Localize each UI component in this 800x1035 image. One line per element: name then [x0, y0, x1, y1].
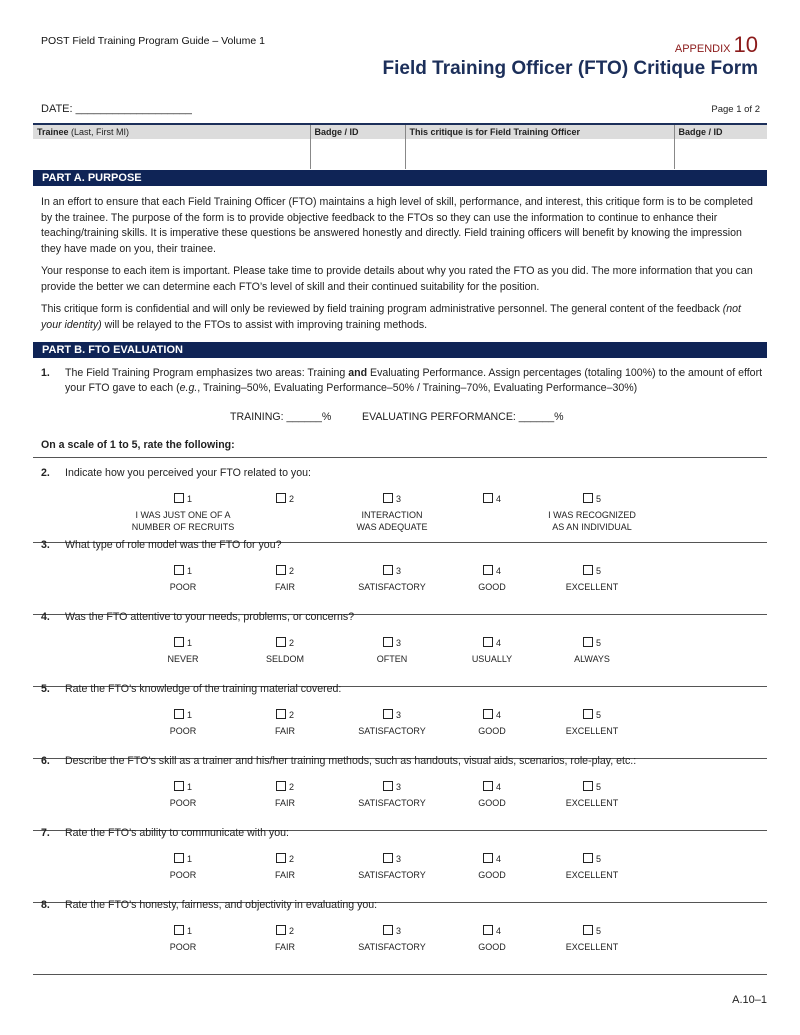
option-label: FAIR — [274, 582, 295, 592]
checkbox[interactable] — [276, 709, 286, 719]
option-number: 5 — [595, 926, 601, 936]
checkbox[interactable] — [383, 853, 393, 863]
option-number: 1 — [186, 926, 192, 936]
checkbox[interactable] — [483, 565, 493, 575]
question-text: Rate the FTO’s ability to communicate with you: — [65, 827, 289, 839]
option-label: FAIR — [274, 798, 295, 808]
guide-title: POST Field Training Program Guide – Volume 1 — [41, 35, 265, 47]
option-number: 1 — [186, 566, 192, 576]
question-text: Rate the FTO’s honesty, fairness, and objectivity in evaluating you: — [65, 899, 378, 911]
option-number: 5 — [595, 494, 601, 504]
option-label: USUALLY — [471, 654, 513, 664]
option-number: 4 — [495, 710, 501, 720]
option-number: 1 — [186, 782, 192, 792]
question-number: 7. — [41, 827, 50, 839]
question-number: 3. — [41, 539, 50, 551]
option-label: I WAS RECOGNIZED AS AN INDIVIDUAL — [548, 510, 636, 532]
option-label: NEVER — [167, 654, 199, 664]
option-number: 3 — [395, 926, 401, 936]
rating-option — [522, 925, 662, 953]
fto-header: This critique is for Field Training Officer — [405, 124, 674, 139]
rating-options — [0, 493, 800, 543]
purpose-paragraph-2: Your response to each item is important. Please take time to provide details about why you rated the FTO as you did. The more information that you can provide the better we can determine each FTO’s level of skill and their continued suitability for the position. — [41, 265, 753, 293]
option-number: 1 — [186, 854, 192, 864]
option-label: GOOD — [478, 798, 506, 808]
rating-options — [0, 565, 800, 615]
rating-option — [522, 781, 662, 809]
option-label: POOR — [169, 942, 197, 952]
checkbox[interactable] — [483, 853, 493, 863]
question-text: Indicate how you perceived your FTO related to you: — [65, 467, 311, 479]
checkbox[interactable] — [583, 493, 593, 503]
option-number: 5 — [595, 854, 601, 864]
question-text: What type of role model was the FTO for you? — [65, 539, 282, 551]
option-label: SATISFACTORY — [358, 942, 426, 952]
question-7 — [41, 826, 767, 841]
checkbox[interactable] — [583, 853, 593, 863]
option-label: POOR — [169, 798, 197, 808]
option-number: 2 — [288, 926, 294, 936]
question-number: 6. — [41, 755, 50, 767]
checkbox[interactable] — [276, 637, 286, 647]
option-label: EXCELLENT — [565, 870, 619, 880]
option-number: 5 — [595, 566, 601, 576]
option-number: 5 — [595, 638, 601, 648]
checkbox[interactable] — [483, 637, 493, 647]
checkbox[interactable] — [276, 493, 286, 503]
option-number: 1 — [186, 638, 192, 648]
option-label: SATISFACTORY — [358, 726, 426, 736]
rating-option — [522, 853, 662, 881]
fto-badge-header: Badge / ID — [674, 124, 767, 139]
checkbox[interactable] — [276, 925, 286, 935]
page-footer: A.10–1 — [732, 994, 767, 1006]
info-table — [33, 123, 767, 169]
question-text: Was the FTO attentive to your needs, problems, or concerns? — [65, 611, 355, 623]
checkbox[interactable] — [383, 925, 393, 935]
checkbox[interactable] — [174, 781, 184, 791]
rating-options — [0, 637, 800, 687]
option-label: FAIR — [274, 870, 295, 880]
checkbox[interactable] — [174, 925, 184, 935]
question-number: 5. — [41, 683, 50, 695]
option-label: EXCELLENT — [565, 798, 619, 808]
training-percent-field[interactable]: TRAINING: ______% — [230, 411, 332, 423]
option-label: SATISFACTORY — [358, 798, 426, 808]
option-label: EXCELLENT — [565, 942, 619, 952]
option-number: 3 — [395, 638, 401, 648]
purpose-paragraph-1: In an effort to ensure that each Field Training Officer (FTO) maintains a high level of skill, performance, and interest, this critique form is to be completed by the trainee. The purpose of the form is to provide objective feedback to the FTOs so they can use the information to continue to enhance their teaching/training skills. It is imperative these questions be answered honestly and directly. Field training officers will benefit by knowing the impression they have made on you, their trainee. — [41, 196, 753, 255]
form-title: Field Training Officer (FTO) Critique Form — [382, 58, 758, 79]
option-label: GOOD — [478, 870, 506, 880]
option-label: ALWAYS — [574, 654, 610, 664]
part-b-header: PART B. FTO EVALUATION — [33, 342, 767, 358]
question-number: 4. — [41, 611, 50, 623]
checkbox[interactable] — [174, 853, 184, 863]
trainee-field[interactable] — [33, 139, 310, 169]
checkbox[interactable] — [383, 709, 393, 719]
question-6 — [41, 754, 767, 769]
fto-badge-field[interactable] — [674, 139, 767, 169]
part-a-header: PART A. PURPOSE — [33, 170, 767, 186]
checkbox[interactable] — [174, 637, 184, 647]
option-number: 4 — [495, 782, 501, 792]
rating-option — [522, 637, 662, 665]
checkbox[interactable] — [276, 781, 286, 791]
scale-instruction: On a scale of 1 to 5, rate the following: — [41, 439, 235, 451]
page-number: Page 1 of 2 — [711, 104, 760, 115]
checkbox[interactable] — [383, 565, 393, 575]
rating-options — [0, 709, 800, 759]
option-number: 4 — [495, 566, 501, 576]
option-label: GOOD — [478, 942, 506, 952]
date-field[interactable]: DATE: ___________________ — [41, 103, 192, 115]
rating-options — [0, 853, 800, 903]
rating-options — [0, 925, 800, 975]
option-number: 1 — [186, 494, 192, 504]
option-label: SATISFACTORY — [358, 582, 426, 592]
checkbox[interactable] — [276, 853, 286, 863]
option-label: FAIR — [274, 942, 295, 952]
option-number: 2 — [288, 494, 294, 504]
checkbox[interactable] — [383, 781, 393, 791]
badge-field[interactable] — [310, 139, 405, 169]
question-number: 2. — [41, 467, 50, 479]
trainee-header: Trainee (Last, First MI) — [33, 124, 310, 139]
option-number: 4 — [495, 494, 501, 504]
question-text: Describe the FTO’s skill as a trainer and his/her training methods, such as handouts, visual aids, scenarios, role-play, etc.: — [65, 755, 637, 767]
checkbox[interactable] — [383, 493, 393, 503]
rating-option — [522, 493, 662, 533]
option-number: 2 — [288, 710, 294, 720]
option-number: 3 — [395, 854, 401, 864]
evaluating-percent-field[interactable]: EVALUATING PERFORMANCE: ______% — [362, 411, 564, 423]
option-label: FAIR — [274, 726, 295, 736]
option-number: 5 — [595, 782, 601, 792]
question-text: Rate the FTO’s knowledge of the training material covered: — [65, 683, 342, 695]
checkbox[interactable] — [174, 565, 184, 575]
option-label: SELDOM — [265, 654, 304, 664]
appendix-number: 10 — [733, 32, 758, 57]
checkbox[interactable] — [583, 925, 593, 935]
option-number: 5 — [595, 710, 601, 720]
option-label: GOOD — [478, 726, 506, 736]
question-2 — [41, 466, 767, 481]
checkbox[interactable] — [483, 925, 493, 935]
option-number: 4 — [495, 854, 501, 864]
option-label: EXCELLENT — [565, 726, 619, 736]
option-label: GOOD — [478, 582, 506, 592]
fto-field[interactable] — [405, 139, 674, 169]
checkbox[interactable] — [583, 637, 593, 647]
rating-option — [522, 709, 662, 737]
option-number: 1 — [186, 710, 192, 720]
rating-option — [522, 565, 662, 593]
checkbox[interactable] — [583, 565, 593, 575]
option-label: I WAS JUST ONE OF A NUMBER OF RECRUITS — [131, 510, 235, 532]
divider — [33, 974, 767, 975]
option-number: 2 — [288, 638, 294, 648]
option-label: INTERACTION WAS ADEQUATE — [356, 510, 428, 532]
question-8 — [41, 898, 767, 913]
appendix-label — [675, 32, 758, 58]
question-5 — [41, 682, 767, 697]
checkbox[interactable] — [483, 781, 493, 791]
option-label: POOR — [169, 726, 197, 736]
option-label: SATISFACTORY — [358, 870, 426, 880]
checkbox[interactable] — [583, 781, 593, 791]
option-number: 3 — [395, 566, 401, 576]
divider — [33, 457, 767, 458]
question-3 — [41, 538, 767, 553]
checkbox[interactable] — [483, 709, 493, 719]
checkbox[interactable] — [174, 493, 184, 503]
option-number: 2 — [288, 782, 294, 792]
question-number: 8. — [41, 899, 50, 911]
option-number: 4 — [495, 926, 501, 936]
appendix-text: APPENDIX — [674, 43, 731, 55]
checkbox[interactable] — [383, 637, 393, 647]
option-label: POOR — [169, 582, 197, 592]
rating-options — [0, 781, 800, 831]
option-number: 3 — [395, 782, 401, 792]
checkbox[interactable] — [483, 493, 493, 503]
option-number: 3 — [395, 494, 401, 504]
checkbox[interactable] — [174, 709, 184, 719]
badge-header: Badge / ID — [310, 124, 405, 139]
option-label: POOR — [169, 870, 197, 880]
option-label: EXCELLENT — [565, 582, 619, 592]
option-number: 2 — [288, 854, 294, 864]
option-label: OFTEN — [376, 654, 408, 664]
option-number: 2 — [288, 566, 294, 576]
option-number: 3 — [395, 710, 401, 720]
checkbox[interactable] — [276, 565, 286, 575]
question-4 — [41, 610, 767, 625]
purpose-paragraph-3: This critique form is confidential and will only be reviewed by field training program administrative personnel. The general content of the feedback (not your identity) will be relayed to the FTOs to assist with improving training methods. — [41, 303, 741, 331]
question-1: 1. The Field Training Program emphasizes two areas: Training and Evaluating Performance. Assign percentages (totaling 100%) to the amount of effort your FTO gave to each (e.g., Training–50%, Evaluating Performance–50% / Training–70%, Evaluating Performance–30%) — [41, 367, 763, 394]
checkbox[interactable] — [583, 709, 593, 719]
option-number: 4 — [495, 638, 501, 648]
